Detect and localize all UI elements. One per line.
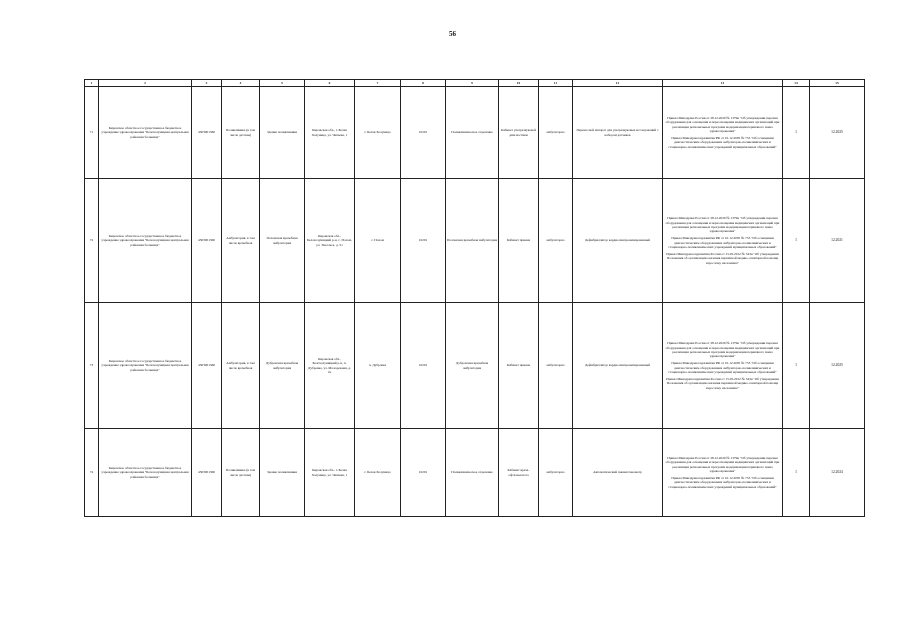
- table-row: [85, 87, 865, 179]
- page-number: 56: [449, 30, 456, 38]
- locality: г. Белая Холуница: [355, 429, 401, 517]
- organization-code: 4303001360: [192, 179, 222, 303]
- delivery-date: 12.2025: [810, 87, 865, 179]
- regulatory-documents: [663, 303, 783, 429]
- equipment-table: [84, 79, 865, 517]
- regulatory-document: Приказ Минздравсоцразвития РФ от 01.12.2005 № 753 "Об оснащении диагностическим оборудованием амбулаторно-поликлинических и стационарно-поликлинических учреждений муниципальных образований": [668, 476, 777, 489]
- subdivision-type: Поликлиника (в том числе детская): [222, 429, 260, 517]
- header-cell: 6: [305, 80, 355, 87]
- regulatory-document: Приказ Минздрава России от 28.12.2020 № 1379н "Об утверждении перечня оборудования для оснащения и переоснащения медицинских организаций при реализации региональных программ модернизации первичного звена здравоохранения": [665, 341, 780, 358]
- header-cell: 7: [355, 80, 401, 87]
- header-cell: 9: [446, 80, 499, 87]
- address: Кировская обл., г. Белая Холуница, ул. Чапаева, 1: [305, 429, 355, 517]
- header-cell: 5: [260, 80, 305, 87]
- care-form: амбулаторно: [539, 303, 573, 429]
- organization-code: 4303001360: [192, 303, 222, 429]
- equipment-name: Дефибриллятор кардиосинхронизированный: [573, 303, 663, 429]
- locality: п. Дубровка: [355, 303, 401, 429]
- regulatory-document: Приказ Минздрава России от 28.12.2020 № 1379н "Об утверждении перечня оборудования для оснащения и переоснащения медицинских организаций при реализации региональных программ модернизации первичного звена здравоохранения": [665, 116, 780, 133]
- header-row: [85, 80, 865, 87]
- regulatory-document: Приказ Минздравсоцразвития РФ от 01.12.2005 № 753 "Об оснащении диагностическим оборудованием амбулаторно-поликлинических и стационарно-поликлинических учреждений муниципальных образований": [668, 136, 777, 149]
- care-form: амбулаторно: [539, 179, 573, 303]
- quantity: 1: [783, 179, 810, 303]
- delivery-date: 12.2024: [810, 429, 865, 517]
- address: Кировская обл., Белохолуницкий р-н, п. Дубровка, ул. Молодежная, д. 2а: [305, 303, 355, 429]
- delivery-date: 12.2021: [810, 179, 865, 303]
- organization-name: Кировское областное государственное бюджетное учреждение здравоохранения "Белохолуницкая центральная районная больница": [99, 429, 192, 517]
- equipment-name: Дефибриллятор кардиосинхронизированный: [573, 179, 663, 303]
- regulatory-document: Приказ Минздрава России от 28.12.2020 № 1379н "Об утверждении перечня оборудования для оснащения и переоснащения медицинских организаций при реализации региональных программ модернизации первичного звена здравоохранения": [665, 456, 780, 473]
- okato-code: 10201: [401, 429, 446, 517]
- row-number: 73: [85, 303, 99, 429]
- regulatory-document: Приказ Минздрава России от 28.12.2020 № 1379н "Об утверждении перечня оборудования для оснащения и переоснащения медицинских организаций при реализации региональных программ модернизации первичного звена здравоохранения": [665, 216, 780, 233]
- header-cell: 8: [401, 80, 446, 87]
- quantity: 1: [783, 87, 810, 179]
- organization-code: 4303001360: [192, 87, 222, 179]
- regulatory-document: Приказ Минздравсоцразвития РФ от 01.12.2005 № 753 "Об оснащении диагностическим оборудованием амбулаторно-поликлинических и стационарно-поликлинических учреждений муниципальных образований": [668, 361, 777, 374]
- department: Поликлиническое отделение: [446, 429, 499, 517]
- regulatory-documents: [663, 179, 783, 303]
- table-row: [85, 179, 865, 303]
- header-cell: 12: [573, 80, 663, 87]
- cabinet: Кабинет приема: [499, 179, 539, 303]
- regulatory-documents: [663, 87, 783, 179]
- building-name: Здание поликлиники: [260, 429, 305, 517]
- regulatory-document: Приказ Минздравсоцразвития России от 15.05.2012 № 543н "Об утверждении Положения об организации оказания первичной медико-санитарной помощи взрослому населению": [666, 252, 779, 265]
- okato-code: 10201: [401, 179, 446, 303]
- header-cell: 13: [663, 80, 783, 87]
- header-cell: 2: [99, 80, 192, 87]
- table-row: [85, 429, 865, 517]
- header-cell: 3: [192, 80, 222, 87]
- delivery-date: 12.2025: [810, 303, 865, 429]
- organization-code: 4303001360: [192, 429, 222, 517]
- regulatory-documents: [663, 429, 783, 517]
- header-cell: 10: [499, 80, 539, 87]
- locality: с. Полом: [355, 179, 401, 303]
- department: Поликлиническое отделение: [446, 87, 499, 179]
- building-name: Дубровская врачебная амбулатория: [260, 303, 305, 429]
- regulatory-document: Приказ Минздравсоцразвития России от 15.05.2012 № 543н "Об утверждении Положения об организации оказания первичной медико-санитарной помощи взрослому населению": [666, 377, 779, 390]
- building-name: Здание поликлиники: [260, 87, 305, 179]
- header-cell: 1: [85, 80, 99, 87]
- quantity: 1: [783, 429, 810, 517]
- header-cell: 11: [539, 80, 573, 87]
- row-number: 72: [85, 179, 99, 303]
- equipment-name: Переносной аппарат для ультразвуковых исследований с набором датчиков: [573, 87, 663, 179]
- cabinet: Кабинет врача-офтальмолога: [499, 429, 539, 517]
- address: Кировская обл., г. Белая Холуница, ул. Чапаева, 1: [305, 87, 355, 179]
- organization-name: Кировское областное государственное бюджетное учреждение здравоохранения "Белохолуницкая центральная районная больница": [99, 303, 192, 429]
- cabinet: Кабинет ультразвуковой диагностики: [499, 87, 539, 179]
- building-name: Поломская врачебная амбулатория: [260, 179, 305, 303]
- subdivision-type: Поликлиника (в том числе детская): [222, 87, 260, 179]
- department: Дубровская врачебная амбулатория: [446, 303, 499, 429]
- subdivision-type: Амбулатория, в том числе врачебная: [222, 303, 260, 429]
- care-form: амбулаторно: [539, 87, 573, 179]
- cabinet: Кабинет приема: [499, 303, 539, 429]
- equipment-name: Автоматический пневмотонометр: [573, 429, 663, 517]
- regulatory-document: Приказ Минздравсоцразвития РФ от 01.12.2005 № 753 "Об оснащении диагностическим оборудованием амбулаторно-поликлинических и стационарно-поликлинических учреждений муниципальных образований": [668, 236, 777, 249]
- organization-name: Кировское областное государственное бюджетное учреждение здравоохранения "Белохолуницкая центральная районная больница": [99, 87, 192, 179]
- subdivision-type: Амбулатория, в том числе врачебная: [222, 179, 260, 303]
- address: Кировская обл., Белохолуницкий р-н, с. Полом, ул. Энгельса, д. 51: [305, 179, 355, 303]
- care-form: амбулаторно: [539, 429, 573, 517]
- okato-code: 10201: [401, 87, 446, 179]
- row-number: 74: [85, 429, 99, 517]
- okato-code: 10201: [401, 303, 446, 429]
- quantity: 1: [783, 303, 810, 429]
- locality: г. Белая Холуница: [355, 87, 401, 179]
- table-row: [85, 303, 865, 429]
- row-number: 71: [85, 87, 99, 179]
- header-cell: 15: [810, 80, 865, 87]
- header-cell: 14: [783, 80, 810, 87]
- department: Поломская врачебная амбулатория: [446, 179, 499, 303]
- organization-name: Кировское областное государственное бюджетное учреждение здравоохранения "Белохолуницкая центральная районная больница": [99, 179, 192, 303]
- header-cell: 4: [222, 80, 260, 87]
